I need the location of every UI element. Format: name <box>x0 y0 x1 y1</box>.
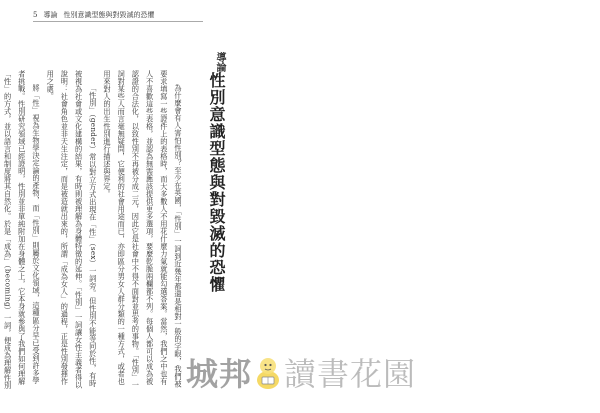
running-head-section: 導論 <box>43 11 58 19</box>
running-head-title: 性別意識型態與對毀滅的恐懼 <box>63 11 155 19</box>
chapter-title: 性別意識型態與對毀滅的恐懼 <box>207 72 226 293</box>
watermark-brand: 城邦 <box>186 355 253 393</box>
header-divider <box>33 21 203 22</box>
paragraph: 為什麼會有人害怕性別？至少在英國，「性別」一詞到近幾年都還是相對一般的字眼，我們被要求填寫一些證件上的表格時，而大多數人不用花什麼力氣就能勾選答案。當然，我們之中也有人不喜歡這些表格，並認為無需應該提供更多選項，要麼乾脆兩欄都不列。每個人都可以成為被認證的合法化，以致性別不再被分成二元，因此它是社會中不得不面對並思考的事物。「性別」一詞對某些人而言毫無疑問，它便利的社會用途而已，亦即區分男女人群分類的一種方式，或者也用來對人的出生性別進行描述與界定。 <box>102 70 183 389</box>
chapter-label: 導論 <box>214 52 225 72</box>
paragraph: 「性別」（gender）常以對立方式出現在「性」（sex）一詞旁。但性別不能等同於性，有時被視為社會或文化建構的結果，有時則被理解為身體特徵的延伸。「性別」一詞讓女性主義者得以說明：社會角色並非天生注定，而是被造就出來的，所謂「成為女人」的過程，正是性別發揮作用之處。 <box>46 70 98 389</box>
paragraph: 將「性」視為生物學決定論的產物，而「性別」則屬於文化領域，這種區分早已受到許多學者挑戰。性別研究領域已經證明，性別並非單純附加在身體之上，它本身就參與了我們如何理解「性」的方式，並以語言和制度將其自然化。於是「成為」（becoming）一詞，便成為理解性別 <box>3 70 41 390</box>
body-text <box>3 70 185 390</box>
page-number: 5 <box>33 11 38 19</box>
reader-mascot-icon <box>253 354 283 390</box>
publisher-watermark <box>186 349 416 395</box>
chapter-heading <box>206 52 226 293</box>
watermark-name: 讀書花園 <box>284 355 417 393</box>
running-head <box>33 10 154 20</box>
